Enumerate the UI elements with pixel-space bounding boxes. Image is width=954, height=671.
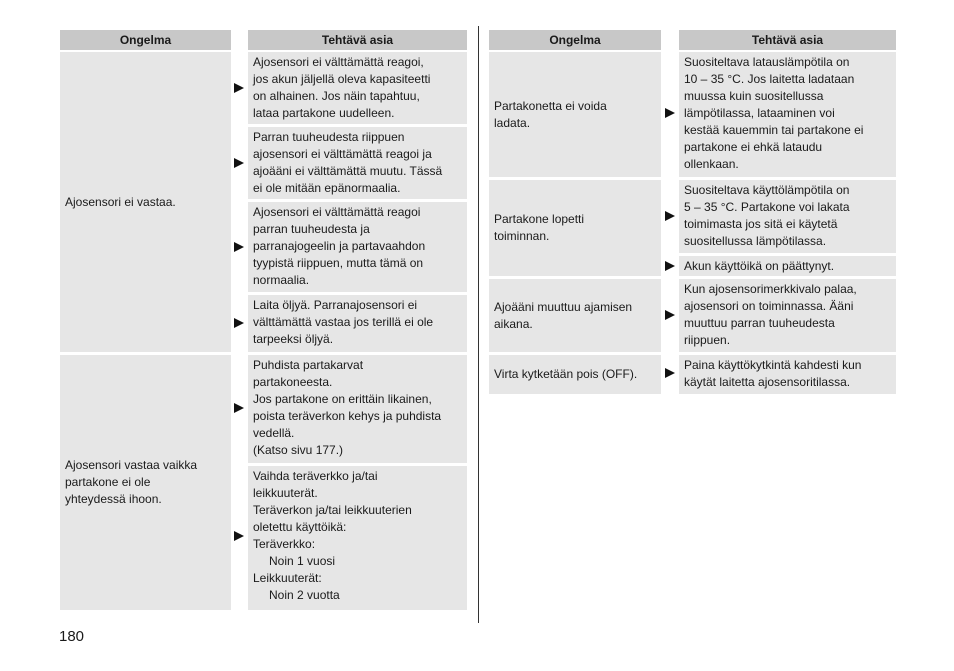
solution-text: Ajosensori ei välttämättä reagoi,	[253, 55, 424, 69]
solution-text: kestää kauemmin tai partakone ei	[684, 123, 864, 137]
solution-text: Noin 2 vuotta	[269, 588, 340, 602]
solution-cell	[248, 295, 467, 352]
problem-text: yhteydessä ihoon.	[65, 492, 162, 506]
arrow-icon	[665, 108, 675, 118]
solution-text: poista teräverkon kehys ja puhdista	[253, 409, 442, 423]
solution-text: ajosensori on toiminnassa. Ääni	[684, 299, 854, 313]
solution-cell	[679, 180, 896, 253]
arrow-icon	[665, 310, 675, 320]
column-divider	[478, 26, 479, 623]
solution-text: leikkuuterät.	[253, 486, 318, 500]
arrow-icon	[234, 318, 244, 328]
problem-text: Virta kytketään pois (OFF).	[494, 367, 638, 381]
solution-cell	[248, 355, 467, 463]
solution-text: ajoääni ei välttämättä muutu. Tässä	[253, 164, 443, 178]
solution-text: vedellä.	[253, 426, 295, 440]
solution-text: partakone ei ehkä lataudu	[684, 140, 823, 154]
solution-cell	[248, 202, 467, 292]
solution-text: riippuen.	[684, 333, 731, 347]
solution-text: tarpeeksi öljyä.	[253, 332, 334, 346]
arrow-icon	[665, 211, 675, 221]
problem-cell	[489, 355, 661, 394]
arrow-icon	[665, 261, 675, 271]
solution-cell	[679, 256, 896, 276]
solution-text: Laita öljyä. Parranajosensori ei	[253, 298, 418, 312]
solution-text: 10 – 35 °C. Jos laitetta ladataan	[684, 72, 855, 86]
solution-text: ei ole mitään epänormaalia.	[253, 181, 401, 195]
solution-text: lämpötilassa, lataaminen voi	[684, 106, 835, 120]
solution-text: muussa kuin suositellussa	[684, 89, 824, 103]
solution-text: ajosensori ei välttämättä reagoi ja	[253, 147, 432, 161]
solution-text: oletettu käyttöikä:	[253, 520, 347, 534]
solution-text: välttämättä vastaa jos terillä ei ole	[253, 315, 434, 329]
solution-text: Noin 1 vuosi	[269, 554, 336, 568]
problem-text: Ajoääni muuttuu ajamisen	[494, 299, 633, 314]
left-header-problem: Ongelma	[60, 30, 231, 50]
solution-text: Jos partakone on erittäin likainen,	[253, 392, 432, 406]
left-header-action: Tehtävä asia	[248, 30, 467, 50]
solution-text: jos akun jäljellä oleva kapasiteetti	[253, 72, 431, 86]
solution-text: normaalia.	[253, 273, 310, 287]
solution-cell	[248, 466, 467, 610]
solution-cell	[679, 355, 896, 394]
problem-text: partakone ei ole	[65, 475, 151, 489]
solution-text: partakoneesta.	[253, 375, 333, 389]
solution-text: käytät laitetta ajosensoritilassa.	[684, 375, 851, 389]
problem-cell	[60, 355, 231, 610]
arrow-icon	[234, 83, 244, 93]
solution-text: toimimasta jos sitä ei käytetä	[684, 217, 838, 231]
arrow-icon	[234, 531, 244, 541]
arrow-icon	[234, 158, 244, 168]
solution-text: Vaihda teräverkko ja/tai	[253, 469, 378, 483]
solution-text: Parran tuuheudesta riippuen	[253, 130, 405, 144]
solution-text: tyypistä riippuen, mutta tämä on	[253, 256, 424, 270]
solution-text: suositellussa lämpötilassa.	[684, 234, 827, 248]
problem-text: toiminnan.	[494, 229, 550, 243]
right-header-problem: Ongelma	[489, 30, 661, 50]
solution-text: lataa partakone uudelleen.	[253, 106, 395, 120]
right-header-action: Tehtävä asia	[679, 30, 896, 50]
solution-text: parranajogeelin ja partavaahdon	[253, 239, 426, 253]
solution-text: ollenkaan.	[684, 157, 739, 171]
solution-text: on alhainen. Jos näin tapahtuu,	[253, 89, 420, 103]
solution-text: Teräverkko:	[253, 537, 316, 551]
solution-cell	[679, 279, 896, 352]
solution-text: Suositeltava käyttölämpötila on	[684, 183, 850, 197]
solution-text: parran tuuheudesta ja	[253, 222, 370, 236]
problem-text: Ajosensori vastaa vaikka	[65, 458, 198, 472]
solution-text: Paina käyttökytkintä kahdesti kun	[684, 358, 862, 372]
solution-text: Ajosensori ei välttämättä reagoi	[253, 205, 421, 219]
arrow-icon	[234, 242, 244, 252]
problem-cell	[489, 180, 661, 276]
arrow-icon	[665, 368, 675, 378]
solution-text: Puhdista partakarvat	[253, 358, 364, 372]
problem-text: Partakonetta ei voida	[494, 98, 607, 113]
solution-text: Kun ajosensorimerkkivalo palaa,	[684, 282, 857, 296]
problem-text: aikana.	[494, 316, 533, 331]
solution-text: muuttuu parran tuuheudesta	[684, 316, 835, 330]
solution-cell	[248, 52, 467, 124]
problem-cell	[60, 52, 231, 352]
solution-text: Leikkuuterät:	[253, 571, 322, 585]
arrow-icon	[234, 403, 244, 413]
page-number: 180	[59, 628, 85, 645]
solution-cell	[248, 127, 467, 199]
solution-text: Akun käyttöikä on päättynyt.	[684, 259, 835, 273]
problem-cell	[489, 52, 661, 177]
solution-text: Suositeltava latauslämpötila on	[684, 55, 850, 69]
solution-text: Teräverkon ja/tai leikkuuterien	[253, 503, 412, 517]
problem-text: ladata.	[494, 115, 531, 130]
solution-cell	[679, 52, 896, 177]
solution-text: 5 – 35 °C. Partakone voi lakata	[684, 200, 850, 214]
problem-text: Partakone lopetti	[494, 212, 585, 226]
solution-text: (Katso sivu 177.)	[253, 443, 344, 457]
problem-cell	[489, 279, 661, 352]
problem-text: Ajosensori ei vastaa.	[65, 194, 176, 209]
